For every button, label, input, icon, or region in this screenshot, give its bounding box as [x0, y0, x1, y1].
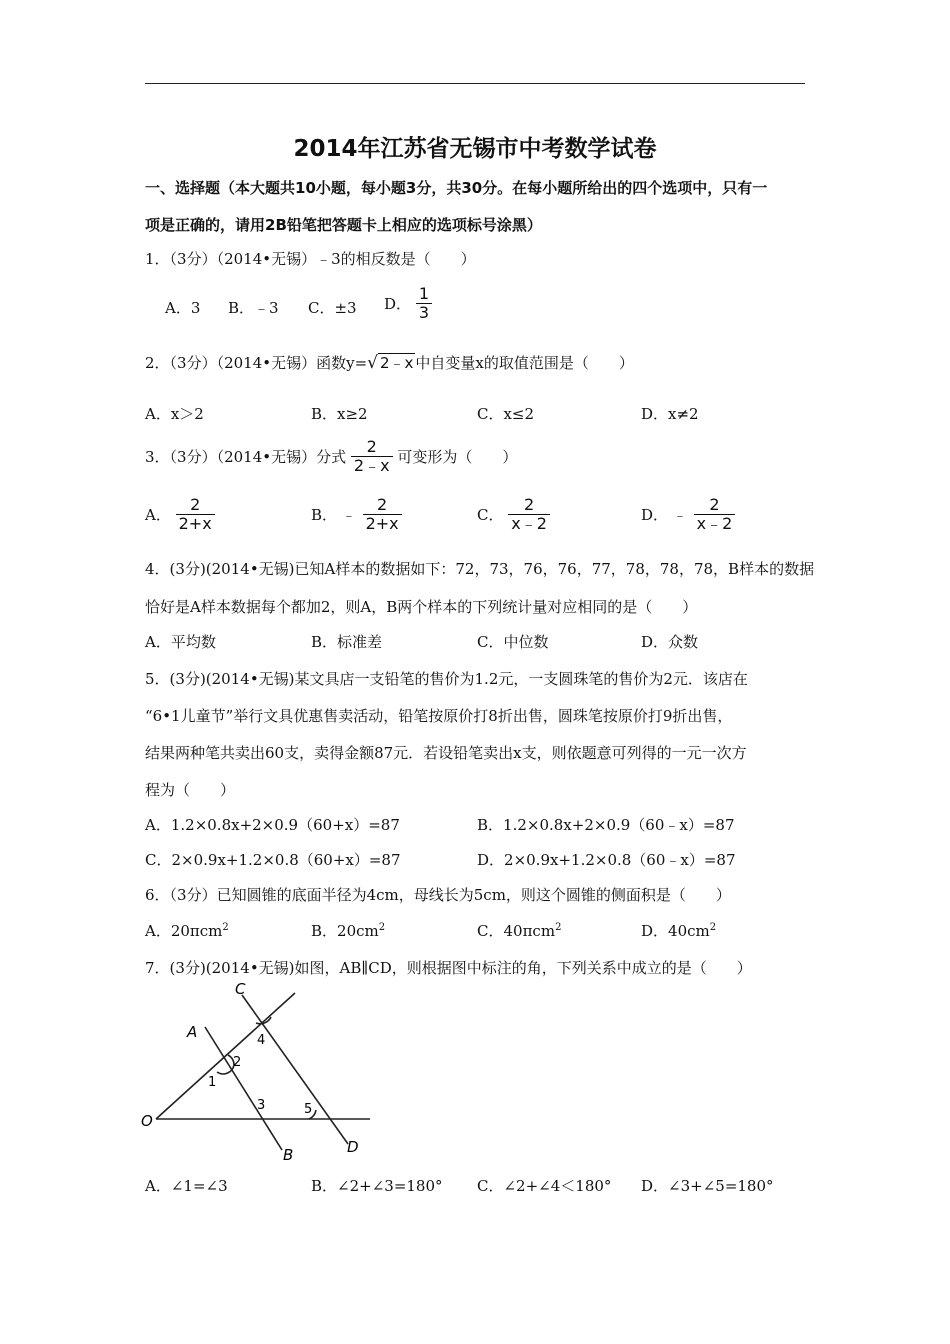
q5-stem-line1: 5．(3分)(2014•无锡)某文具店一支铅笔的售价为1.2元，一支圆珠笔的售价为2元．该店在	[145, 670, 748, 688]
q3-option-d-label: D．	[641, 506, 669, 524]
fraction-denominator: 3	[416, 303, 432, 322]
q3-option-c-label: C．	[477, 506, 504, 524]
q1-option-c: C．±3	[308, 299, 357, 317]
q3-stem-pre: 3．（3分）（2014•无锡）分式	[145, 448, 347, 466]
angle-arc-1	[217, 1065, 234, 1074]
angle-label-1: 1	[208, 1075, 217, 1090]
sqrt-sign: √	[367, 353, 378, 373]
fraction-numerator: 2	[366, 437, 377, 456]
q2-stem-pre: 2．（3分）（2014•无锡）函数y=	[145, 354, 368, 372]
q4-option-a: A．平均数	[145, 633, 216, 651]
exponent: 2	[555, 922, 562, 933]
q3-option-d	[641, 496, 735, 533]
line-cd	[242, 995, 348, 1144]
exponent: 2	[378, 922, 386, 933]
q5-option-c: C．2×0.9x+1.2×0.8（60+x）=87	[145, 851, 401, 869]
q4-option-c: C．中位数	[477, 633, 549, 651]
fraction-denominator: 2﹣x	[351, 456, 393, 475]
angle-label-4: 4	[257, 1033, 266, 1048]
fraction-numerator: 2	[190, 495, 201, 514]
line-oc	[156, 993, 295, 1119]
q6-option-d-text: D．40cm	[641, 922, 710, 940]
fraction-denominator: 2+x	[363, 514, 402, 533]
q6-option-b-text: B．20cm	[311, 922, 379, 940]
label-o: O	[141, 1112, 153, 1130]
q2-stem	[145, 352, 634, 373]
page-title: 2014年江苏省无锡市中考数学试卷	[293, 136, 657, 162]
q6-option-c-text: C．40πcm	[477, 922, 556, 940]
q1-option-d	[384, 285, 432, 322]
q2-option-b: B．x≥2	[311, 405, 368, 423]
fraction-denominator: 2+x	[176, 514, 215, 533]
q7-option-a: A．∠1=∠3	[145, 1177, 228, 1195]
q4-stem-line2: 恰好是A样本数据每个都加2，则A，B两个样本的下列统计量对应相同的是（ ）	[145, 598, 698, 616]
section-heading-line1: 一、选择题（本大题共10小题，每小题3分，共30分。在每小题所给出的四个选项中，只有一	[145, 179, 768, 197]
angle-label-5: 5	[304, 1102, 313, 1117]
section-heading-line2: 项是正确的，请用2B铅笔把答题卡上相应的选项标号涂黑）	[145, 216, 542, 234]
q7-option-c: C．∠2+∠4＜180°	[477, 1177, 612, 1195]
q3-option-a	[145, 496, 215, 533]
q5-option-a: A．1.2×0.8x+2×0.9（60+x）=87	[145, 816, 400, 834]
q1-option-a: A．3	[165, 299, 201, 317]
q2-option-c: C．x≤2	[477, 405, 535, 423]
q3-stem	[145, 438, 517, 475]
q3-option-b-label: B．	[311, 506, 338, 524]
q5-option-d: D．2×0.9x+1.2×0.8（60﹣x）=87	[477, 851, 736, 869]
label-d: D	[347, 1138, 359, 1156]
fraction-numerator: 1	[418, 284, 429, 303]
q3-stem-post: 可变形为（ ）	[397, 448, 518, 466]
q5-stem-line2: “6•1儿童节”举行文具优惠售卖活动，铅笔按原价打8折出售，圆珠笔按原价打9折出售，	[145, 707, 733, 725]
q5-option-b: B．1.2×0.8x+2×0.9（60﹣x）=87	[477, 816, 735, 834]
q3-option-a-fraction	[176, 496, 215, 533]
q3-option-d-sign: ﹣	[672, 507, 687, 524]
q6-stem: 6．（3分）已知圆锥的底面半径为4cm，母线长为5cm，则这个圆锥的侧面积是（ ）	[145, 886, 731, 904]
q7-option-b: B．∠2+∠3=180°	[311, 1177, 443, 1195]
q3-option-b-fraction	[363, 496, 402, 533]
angle-label-2: 2	[233, 1055, 242, 1070]
q2-option-a: A．x＞2	[145, 405, 204, 423]
q3-option-b	[311, 496, 402, 533]
q3-stem-fraction	[351, 438, 393, 475]
angle-label-3: 3	[257, 1098, 266, 1113]
q7-stem: 7．(3分)(2014•无锡)如图，AB∥CD，则根据图中标注的角，下列关系中成立的是（ ）	[145, 959, 752, 977]
q4-option-d: D．众数	[641, 633, 699, 651]
label-b: B	[283, 1146, 294, 1164]
exponent: 2	[709, 922, 717, 933]
q2-stem-post: 中自变量x的取值范围是（ ）	[415, 354, 634, 372]
header-rule	[145, 83, 805, 84]
q5-stem-line4: 程为（ ）	[145, 781, 236, 799]
line-ab	[205, 1027, 282, 1150]
q3-option-c-fraction	[508, 496, 550, 533]
q3-option-d-fraction	[694, 496, 736, 533]
label-a: A	[187, 1023, 198, 1041]
q2-option-d: D．x≠2	[641, 405, 699, 423]
fraction-denominator: x﹣2	[508, 514, 550, 533]
q1-option-b: B．﹣3	[228, 299, 279, 317]
fraction-numerator: 2	[377, 495, 388, 514]
q7-option-d: D．∠3+∠5=180°	[641, 1177, 774, 1195]
fraction-numerator: 2	[524, 495, 535, 514]
q5-stem-line3: 结果两种笔共卖出60支，卖得金额87元．若设铅笔卖出x支，则依题意可列得的一元一次方	[145, 744, 747, 762]
q3-option-c	[477, 496, 550, 533]
q3-option-a-label: A．	[145, 506, 171, 524]
q4-option-b: B．标准差	[311, 633, 383, 651]
q4-stem-line1: 4．(3分)(2014•无锡)已知A样本的数据如下：72，73，76，76，77，78，78，78，B样本的数据	[145, 560, 815, 578]
q1-option-d-label: D．	[384, 295, 412, 313]
q6-option-b	[311, 920, 385, 941]
fraction-numerator: 2	[709, 495, 720, 514]
q1-stem: 1．（3分）（2014•无锡）﹣3的相反数是（ ）	[145, 250, 476, 268]
label-c: C	[235, 982, 246, 998]
fraction-denominator: x﹣2	[694, 514, 736, 533]
q7-figure	[135, 982, 385, 1167]
q6-option-c	[477, 920, 561, 941]
q3-option-b-sign: ﹣	[341, 507, 356, 524]
q6-option-a	[145, 920, 229, 941]
q1-option-d-fraction	[416, 285, 432, 322]
q6-option-d	[641, 920, 716, 941]
q6-option-a-text: A．20πcm	[145, 922, 223, 940]
q2-radicand: 2﹣x	[380, 354, 414, 372]
exponent: 2	[222, 922, 229, 933]
